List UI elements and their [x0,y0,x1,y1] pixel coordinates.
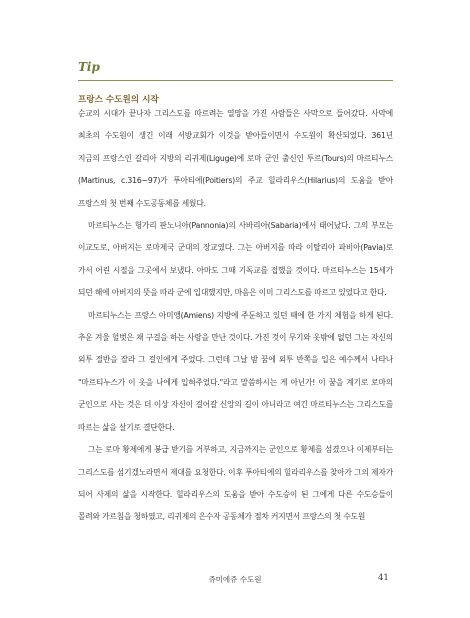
paragraph-4: 그는 로마 황제에게 봉급 받기를 거부하고, 지금까지는 군인으로 황제를 섬겼으나 이제부터는 그리스도를 섬기겠노라면서 제대를 요청한다. 이후 푸아티에의 힐라리우스를 찾아가 그의 제자가 되어 사제의 삶을 시작한다. 힐라리우스의 도움을 받아 수도승이 된 그에게 다른 수도승들이 몰려와 가르침을 청하였고, 리귀제의 은수자 공동체가 점차 커지면서 프랑스의 첫 수도원 [78,445,393,522]
body-text [78,103,393,529]
paragraph-1: 순교의 시대가 끝나자 그리스도를 따르려는 열망을 가진 사람들은 사막으로 들어갔다. 사막에 최초의 수도원이 생긴 이래 서방교회가 이것을 받아들이면서 수도원이 확산되었다. 361년 지금의 프랑스인 갈리아 지방의 리귀제(Liguge)에 로마 군인 출신인 투르(Tours)의 마르티누스(Martinus, c.316~97)가 푸아티에(Poitiers)의 주교 힐라리우스(Hilarius)의 도움을 받아 프랑스의 첫 번째 수도공동체를 세웠다. [78,109,393,208]
paragraph-2: 마르티누스는 헝가리 판노니아(Pannonia)의 사바리아(Sabaria)에서 태어났다. 그의 부모는 이교도로, 아버지는 로마제국 군대의 장교였다. 그는 아버지를 따라 이탈리아 파비아(Pavia)로 가서 어린 시절을 그곳에서 보냈다. 아마도 그때 기독교를 접했을 것이다. 마르티누스는 15세가 되던 해에 아버지의 뜻을 따라 군에 입대했지만, 마음은 이미 그리스도를 따르고 있었다고 한다. [78,221,393,298]
section-title: 프랑스 수도원의 시작 [78,95,159,105]
tip-label: Tip [78,60,100,74]
running-footer-title: 쥬미에쥬 수도원 [208,575,262,584]
divider-rule [78,80,393,81]
paragraph-3: 마르티누스는 프랑스 아미앵(Amiens) 지방에 주둔하고 있던 때에 한 가지 체험을 하게 된다. 추운 겨울 헐벗은 채 구걸을 하는 사람을 만난 것이다. 가진 것이 무기와 옷밖에 없던 그는 자신의 외투 절반을 잘라 그 걸인에게 주었다. 그런데 그날 밤 꿈에 외투 반쪽을 입은 예수께서 나타나 "마르티누스가 이 옷을 나에게 입혀주었다."라고 말씀하시는 게 아닌가! 이 꿈을 계기로 로마의 군인으로 사는 것은 더 이상 자신이 걸어갈 신앙의 길이 아니라고 여긴 마르티누스는 그리스도를 따르는 삶을 살기로 결단한다. [78,310,393,432]
page-number: 41 [378,573,389,583]
